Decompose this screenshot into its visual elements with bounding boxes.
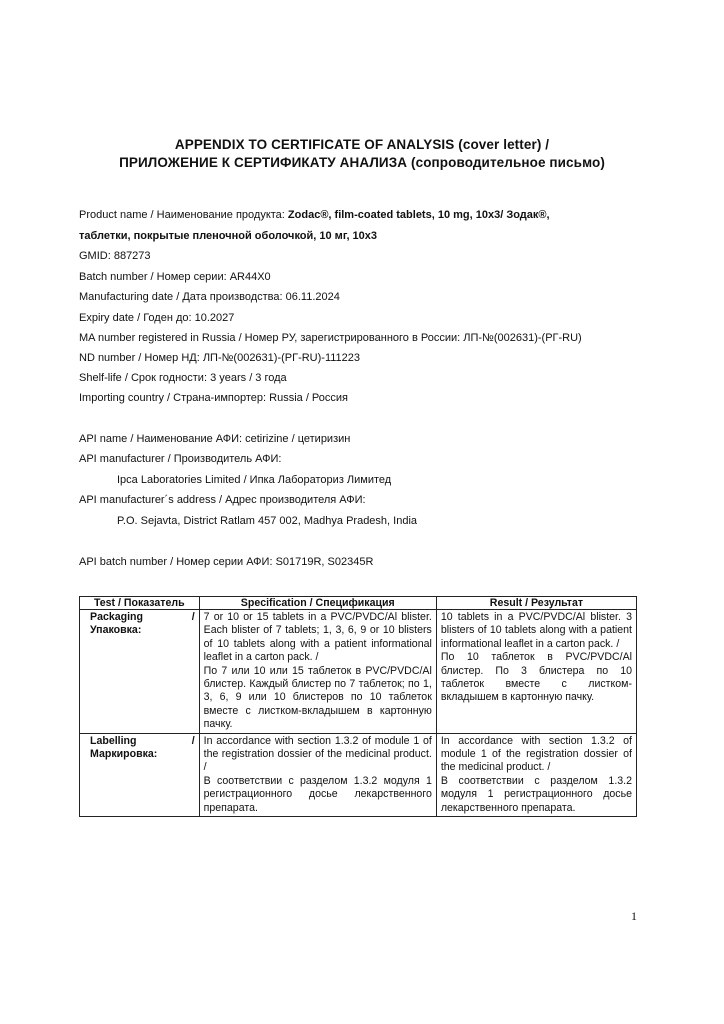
test-slash: / (191, 734, 195, 747)
table-row (80, 610, 637, 734)
test-slash: / (191, 611, 195, 623)
test-ru: Маркировка: (90, 748, 158, 761)
result-ru: По 10 таблеток в PVC/PVDC/Al блистер. По 3 блистера по 10 таблеток вместе с листком-вкладышем в картонную пачку. (440, 651, 632, 704)
table-header-row (80, 597, 637, 610)
api-manufacturer: Ipca Laboratories Limited / Ипка Лабораториз Лимитед (117, 474, 392, 486)
spec-ru: В соответствии с разделом 1.3.2 модуля 1 регистрационного досье лекарственного препарата. (203, 774, 432, 814)
api-name: API name / Наименование АФИ: cetirizine / цетиризин (79, 433, 351, 445)
api-batch-number: API batch number / Номер серии АФИ: S01719R, S02345R (79, 556, 374, 568)
api-address: P.O. Sejavta, District Ratlam 457 002, Madhya Pradesh, India (117, 515, 418, 527)
specification-table (79, 596, 637, 817)
document-title-en (0, 137, 724, 152)
product-name-value: Zodac®, film-coated tablets, 10 mg, 10x3/ Зодак®, (287, 209, 550, 221)
result-cell-packaging (436, 610, 636, 734)
header-specification: Specification / Спецификация (199, 597, 436, 610)
result-en: In accordance with section 1.3.2 of module 1 of the registration dossier of the medicinal product. / (440, 734, 632, 774)
header-test: Test / Показатель (80, 597, 200, 610)
spec-cell-packaging (199, 610, 436, 734)
title-en-text: APPENDIX TO CERTIFICATE OF ANALYSIS (174, 137, 455, 152)
test-ru: Упаковка: (90, 624, 142, 637)
manufacturing-date: Manufacturing date / Дата производства: 06.11.2024 (79, 291, 340, 303)
test-cell-labelling (80, 733, 200, 816)
result-en: 10 tablets in a PVC/PVDC/Al blister. 3 blisters of 10 tablets along with a patient informational leaflet in a carton pack. / (440, 611, 632, 650)
product-name-line2: таблетки, покрытые пленочной оболочкой, 10 мг, 10x3 (79, 230, 378, 242)
expiry-date: Expiry date / Годен до: 10.2027 (79, 312, 235, 324)
batch-number: Batch number / Номер серии: AR44X0 (79, 271, 271, 283)
result-cell-labelling (436, 733, 636, 816)
api-address-label: API manufacturer´s address / Адрес производителя АФИ: (79, 494, 366, 506)
title-ru-text: ПРИЛОЖЕНИЕ К СЕРТИФИКАТУ АНАЛИЗА (119, 155, 408, 170)
document-title-ru (0, 155, 724, 170)
spec-cell-labelling (199, 733, 436, 816)
shelf-life: Shelf-life / Срок годности: 3 years / 3 года (79, 372, 287, 384)
table-row (80, 733, 637, 816)
product-name-label: Product name / Наименование продукта: (79, 209, 288, 221)
result-ru: В соответствии с разделом 1.3.2 модуля 1 регистрационного досье лекарственного препарата. (440, 774, 632, 814)
page-number: 1 (631, 909, 637, 923)
nd-number: ND number / Номер НД: ЛП-№(002631)-(РГ-RU)-111223 (79, 352, 361, 364)
spec-en: 7 or 10 or 15 tablets in a PVC/PVDC/Al blister. Each blister of 7 tablets; 1, 3, 6, 9 or 10 blisters of 10 tablets along with a patient informational leaflet in a carton pack. / (203, 611, 432, 664)
spec-en: In accordance with section 1.3.2 of module 1 of the registration dossier of the medicinal product. / (203, 734, 432, 774)
test-en: Labelling (90, 734, 137, 747)
gmid: GMID: 887273 (79, 250, 151, 262)
title-en-suffix: (cover letter) / (458, 137, 550, 152)
api-manufacturer-label: API manufacturer / Производитель АФИ: (79, 453, 282, 465)
ma-number: MA number registered in Russia / Номер РУ, зарегистрированного в России: ЛП-№(002631)-(РГ-RU) (79, 332, 582, 344)
spec-ru: По 7 или 10 или 15 таблеток в PVC/PVDC/Al блистер. Каждый блистер по 7 таблеток; по 1, 3, 6, 9 или 10 блистеров по 10 таблеток вместе с листком-вкладышем в картонную пачку. (203, 664, 432, 731)
header-result: Result / Результат (436, 597, 636, 610)
title-ru-suffix: (сопроводительное письмо) (411, 155, 605, 170)
test-cell-packaging (80, 610, 200, 734)
product-name-line (79, 208, 669, 222)
test-en: Packaging (90, 611, 143, 623)
importing-country: Importing country / Страна-импортер: Russia / Россия (79, 392, 349, 404)
